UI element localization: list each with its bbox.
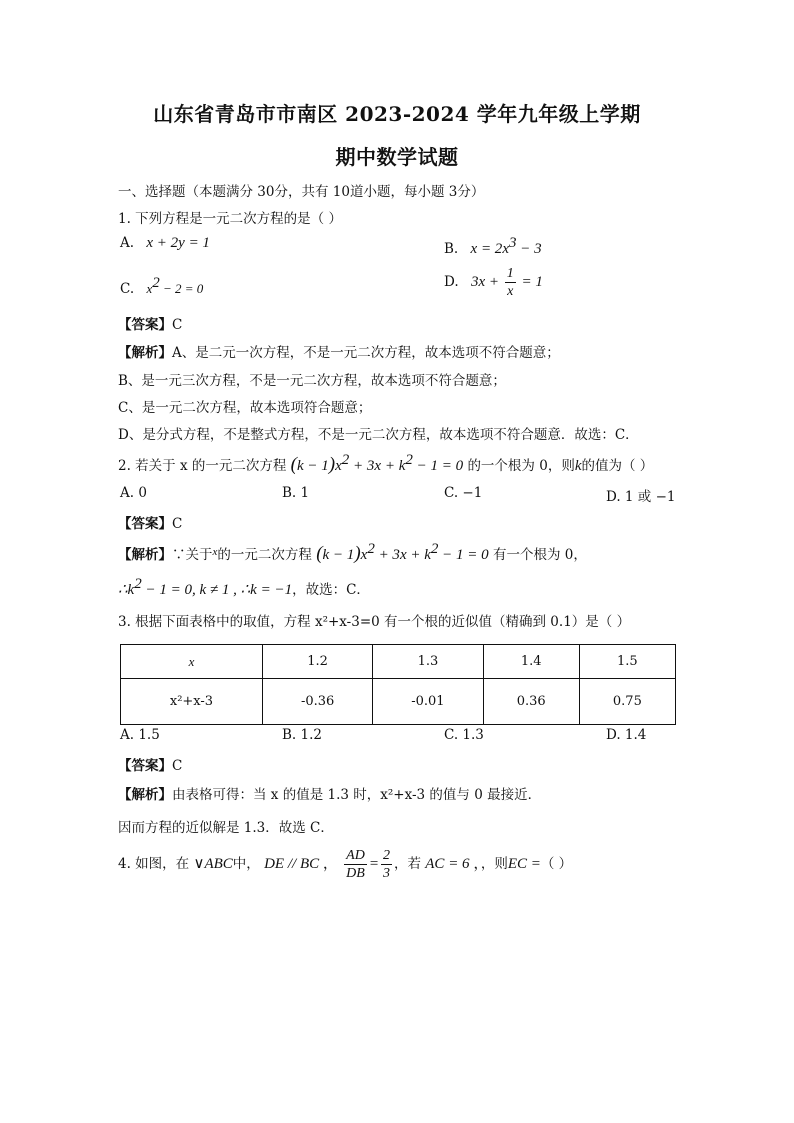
q2-stem-post: 的一个根为 0，则: [467, 458, 575, 474]
q1-option-b-formula: $x = 2x^3 - 3$: [470, 235, 542, 257]
q1-stem: 1. 下列方程是一元二次方程的是（ ）: [118, 211, 342, 227]
table-cell: 1.5: [579, 645, 675, 679]
q1-analysis-4: D、是分式方程，不是整式方程，不是一元二次方程，故本选项不符合题意．故选：C．: [118, 427, 639, 443]
section-heading: 一、选择题（本题满分 30分，共有 10道小题，每小题 3分）: [118, 184, 485, 200]
table-cell: 1.4: [483, 645, 579, 679]
q2-answer: [118, 512, 182, 532]
q2-option-d: D. 1 或 −1: [606, 489, 676, 505]
q4-stem-end: （ ）: [540, 855, 573, 872]
table-cell: 1.3: [373, 645, 483, 679]
q1-analysis-1-text: A、是二元一次方程，不是一元二次方程，故本选项不符合题意；: [172, 345, 560, 361]
q1-option-d-formula: 3x + $\frac{1}{x}$ = 1: [470, 266, 543, 299]
doc-title-line1: 山东省青岛市市南区 2023-2024 学年九年级上学期: [153, 102, 641, 126]
q4-stem: 4. 如图，在 ∨ABC中， DE // BC ， $\frac{AD}{DB}$ = $\frac{2}{3}$ ，若 AC = 6 ，，则EC =（ ）: [118, 848, 573, 881]
q2-analysis-1-mid: 的一元二次方程: [217, 547, 312, 563]
q3-stem: 3. 根据下面表格中的取值，方程 x²+x-3=0 有一个根的近似值（精确到 0.1）是（ ）: [118, 614, 631, 630]
q1-option-b-label: B.: [444, 241, 459, 257]
q3-option-c: C. 1.3: [444, 727, 484, 743]
q1-analysis-1: [118, 341, 560, 361]
table-cell: 1.2: [262, 645, 372, 679]
q1-option-c: [120, 275, 203, 297]
q2-analysis-tag: 【解析】: [118, 547, 172, 563]
q4-condition: AC = 6: [425, 855, 470, 872]
table-cell: -0.36: [262, 679, 372, 725]
table-row: [121, 645, 676, 679]
table-row: [121, 679, 676, 725]
q4-stem-mid2: ，若: [393, 855, 421, 872]
q1-option-c-label: C.: [120, 281, 135, 297]
q3-analysis-2: 因而方程的近似解是 1.3．故选 C．: [118, 820, 334, 836]
q3-analysis-1-text: 由表格可得：当 x 的值是 1.3 时，x²+x-3 的值与 0 最接近．: [172, 787, 542, 803]
q1-analysis-3: C、是一元二次方程，故本选项符合题意；: [118, 400, 372, 416]
q3-analysis-tag: 【解析】: [118, 787, 172, 803]
q2-option-a: A. 0: [120, 485, 147, 501]
q3-value-table: [120, 644, 676, 725]
q3-answer: [118, 754, 182, 774]
q1-analysis-2: B、是一元三次方程，不是一元二次方程，故本选项不符合题意；: [118, 373, 506, 389]
q2-analysis-1: 【解析】∵关于$^x$的一元二次方程 $(k - 1)x^2 + 3x + k^2 - 1 = 0$ 有一个根为 0，: [118, 541, 587, 564]
q2-answer-value: C: [172, 516, 183, 532]
q1-answer: [118, 313, 182, 333]
q2-equation: $(k - 1)x^2 + 3x + k^2 - 1 = 0$: [290, 452, 464, 475]
doc-title-line2: 期中数学试题: [335, 145, 459, 169]
q3-answer-tag: 【答案】: [118, 758, 172, 774]
q1-option-a-label: A.: [120, 235, 135, 251]
q4-ratio: $\frac{AD}{DB}$ = $\frac{2}{3}$: [346, 848, 390, 881]
q1-answer-value: C: [172, 317, 183, 333]
q3-option-a: A. 1.5: [120, 727, 160, 743]
table-cell: x²+x-3: [121, 679, 263, 725]
q2-option-c: C. −1: [444, 485, 483, 501]
q4-triangle: ∨ABC: [193, 855, 233, 872]
q4-stem-mid1: 中，: [232, 855, 260, 872]
q2-analysis-2-formula: $\therefore k^2 - 1 = 0$, k ≠ 1 , ∴k = −1: [118, 576, 293, 598]
q4-stem-mid3: ，则: [480, 855, 508, 872]
q4-target: EC =: [507, 855, 541, 872]
q2-analysis-2: [118, 576, 370, 599]
q2-analysis-equation: $(k - 1)x^2 + 3x + k^2 - 1 = 0$: [316, 541, 489, 564]
q2-stem-pre: 2. 若关于 x 的一元二次方程: [118, 458, 287, 474]
q3-answer-value: C: [172, 758, 183, 774]
q1-option-c-formula: $x^2 - 2 = 0$: [146, 275, 204, 296]
q1-option-d: [444, 265, 543, 300]
q2-analysis-2-tail: ，故选：C．: [292, 582, 370, 598]
table-cell: -0.01: [373, 679, 483, 725]
q3-option-d: D. 1.4: [606, 727, 647, 743]
q4-parallel: DE // BC: [264, 855, 320, 872]
table-cell: x: [121, 645, 263, 679]
q2-stem-end: 的值为（ ）: [581, 458, 654, 474]
q3-analysis-1: [118, 783, 541, 803]
q1-answer-tag: 【答案】: [118, 317, 172, 333]
q2-analysis-1-post: 有一个根为 0，: [492, 547, 587, 563]
q4-stem-pre: 4. 如图，在: [118, 855, 190, 872]
q2-analysis-1-pre: ∵关于: [172, 547, 213, 563]
q1-option-a-formula: x + 2y = 1: [146, 235, 210, 251]
q1-analysis-tag: 【解析】: [118, 345, 172, 361]
q1-option-d-label: D.: [444, 273, 459, 290]
table-cell: 0.36: [483, 679, 579, 725]
q2-stem: 2. 若关于 x 的一元二次方程 $(k - 1)x^2 + 3x + k^2 - 1 = 0$ 的一个根为 0，则k的值为（ ）: [118, 452, 654, 475]
q2-option-b: B. 1: [282, 485, 310, 501]
q3-option-b: B. 1.2: [282, 727, 322, 743]
q2-answer-tag: 【答案】: [118, 516, 172, 532]
q1-option-b: [444, 235, 542, 258]
q1-option-a: [120, 235, 210, 252]
table-cell: 0.75: [579, 679, 675, 725]
